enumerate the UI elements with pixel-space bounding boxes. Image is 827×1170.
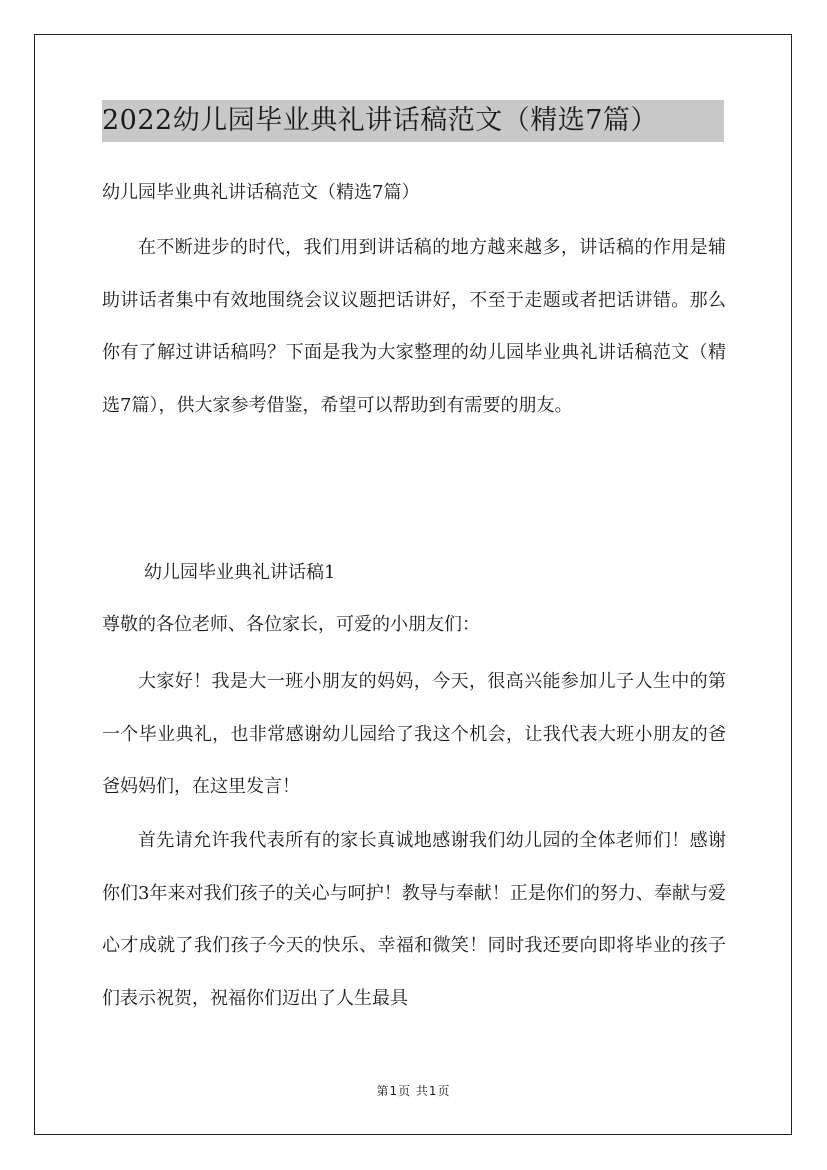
body-paragraph: 大家好！我是大一班小朋友的妈妈，今天，很高兴能参加儿子人生中的第一个毕业典礼，也非常感谢幼儿园给了我这个机会，让我代表大班小朋友的爸爸妈妈们，在这里发言！ — [102, 671, 726, 797]
document-title: 2022幼儿园毕业典礼讲话稿范文（精选7篇） — [102, 100, 724, 142]
salutation: 尊敬的各位老师、各位家长，可爱的小朋友们： — [102, 614, 480, 635]
page-number-footer: 第1页 共1页 — [376, 1084, 451, 1098]
document-subtitle: 幼儿园毕业典礼讲话稿范文（精选7篇） — [102, 182, 420, 203]
intro-paragraph: 在不断进步的时代，我们用到讲话稿的地方越来越多，讲话稿的作用是辅助讲话者集中有效地围绕会议议题把话讲好，不至于走题或者把话讲错。那么你有了解过讲话稿吗？下面是我为大家整理的幼儿园毕业典礼讲话稿范文（精选7篇），供大家参考借鉴，希望可以帮助到有需要的朋友。 — [102, 237, 726, 416]
body-paragraph: 首先请允许我代表所有的家长真诚地感谢我们幼儿园的全体老师们！感谢你们3年来对我们孩子的关心与呵护！教导与奉献！正是你们的努力、奉献与爱心才成就了我们孩子今天的快乐、幸福和微笑！同时我还要向即将毕业的孩子们表示祝贺，祝福你们迈出了人生最具 — [102, 830, 726, 1009]
section-heading: 幼儿园毕业典礼讲话稿1 — [144, 562, 336, 583]
